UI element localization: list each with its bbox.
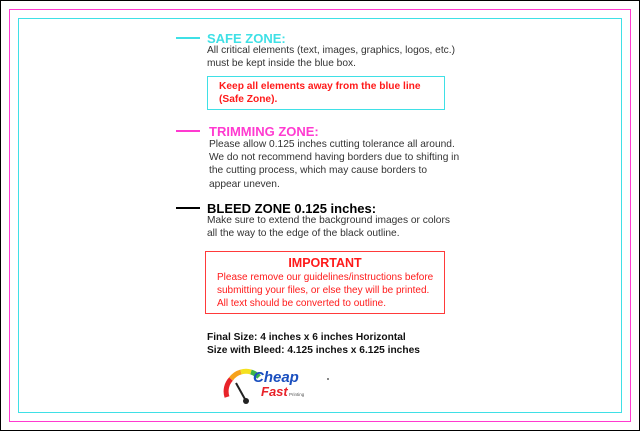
important-title: IMPORTANT <box>288 256 362 270</box>
safe-zone-text <box>207 44 455 70</box>
bleed-zone-line: Make sure to extend the background images or colors <box>207 215 450 226</box>
trimming-zone-line: appear uneven. <box>209 178 280 190</box>
safe-zone-line: All critical elements (text, images, graphics, logos, etc.) <box>207 45 455 56</box>
important-line: submitting your files, or else they will be printed. <box>217 285 430 296</box>
safe-zone-box <box>207 76 445 110</box>
safe-zone-title: SAFE ZONE: <box>207 31 286 46</box>
important-line: Please remove our guidelines/instructions before <box>217 272 434 283</box>
bleed-size: Size with Bleed: 4.125 inches x 6.125 inches <box>207 345 420 356</box>
final-size: Final Size: 4 inches x 6 inches Horizontal <box>207 332 406 343</box>
safe-zone-line: must be kept inside the blue box. <box>207 58 356 70</box>
bleed-zone-title: BLEED ZONE 0.125 inches: <box>207 201 377 216</box>
safe-box-line: Keep all elements away from the blue line <box>219 81 421 92</box>
logo-word-cheap: Cheap <box>253 369 299 386</box>
bleed-zone-text <box>207 214 450 240</box>
size-info <box>207 331 420 357</box>
safe-box-line: (Safe Zone). <box>219 94 278 105</box>
stray-mark <box>327 378 329 380</box>
trimming-zone-title: TRIMMING ZONE: <box>209 124 319 139</box>
bleed-zone-line: all the way to the edge of the black outline. <box>207 228 400 240</box>
trim-legend-line <box>176 130 200 132</box>
cheap-fast-printing-logo <box>223 363 323 409</box>
bleed-legend-line <box>176 207 200 209</box>
trimming-zone-line: the cutting process, which may cause borders to <box>209 165 428 177</box>
safe-box-text <box>219 80 421 106</box>
logo-word-fast: Fast <box>261 384 288 399</box>
trimming-zone-line: We do not recommend having borders due to shifting in <box>209 152 460 164</box>
trimming-zone-text <box>209 138 459 191</box>
trimming-zone-line: Please allow 0.125 inches cutting tolerance all around. <box>209 139 455 150</box>
important-box <box>205 251 445 314</box>
logo-word-printing: Printing <box>289 392 305 397</box>
important-line: All text should be converted to outline. <box>217 298 386 309</box>
safe-legend-line <box>176 37 200 39</box>
important-text <box>217 271 433 310</box>
